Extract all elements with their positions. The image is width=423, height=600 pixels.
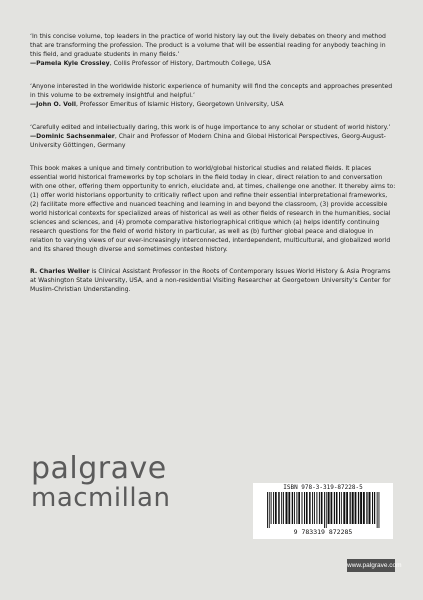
barcode-bar [288, 492, 290, 524]
barcode-bars [265, 492, 385, 528]
editor-bio [30, 267, 396, 294]
barcode-bar [377, 492, 378, 528]
barcode-bar [341, 492, 342, 524]
barcode-bar [336, 492, 338, 524]
barcode-bar [275, 492, 277, 524]
barcode-bar [312, 492, 313, 524]
endorsement-text: ‘In this concise volume, top leaders in the practice of world history lay out the lively debates on theory and method that are transforming the profession. The product is a volume that will be essential reading for anybody teaching in this field, and graduate students in many fields.’ [30, 33, 386, 58]
barcode-bar [374, 492, 375, 524]
barcode-bar [326, 492, 327, 528]
barcode-bar [372, 492, 373, 524]
barcode-bar [296, 492, 297, 524]
endorsement-attribution [30, 59, 396, 68]
barcode-bar [302, 492, 303, 524]
barcode-bar [369, 492, 371, 524]
editor-bio-text: is Clinical Assistant Professor in the Roots of Contemporary Issues World History & Asia Programs at Washington State University, USA, and a non-residential Visiting Researcher at Georgetown University’s Center for Muslim-Christian Understanding. [30, 268, 391, 293]
barcode-bar [283, 492, 284, 524]
endorsement-attribution [30, 132, 396, 150]
barcode-bar [328, 492, 330, 524]
barcode-bar [319, 492, 320, 524]
barcode-digits: 9 783319 872285 [293, 528, 353, 536]
barcode-bar [352, 492, 354, 524]
barcode-bar [304, 492, 305, 524]
endorsement-text: ‘Carefully edited and intellectually daring, this work is of huge importance to any scholar or student of world history.’ [30, 124, 391, 131]
logo-line-palgrave: palgrave [31, 451, 167, 486]
barcode-bar [379, 492, 380, 528]
barcode-bar [339, 492, 340, 524]
logo-line-macmillan: macmillan [31, 483, 171, 513]
barcode-bar [298, 492, 300, 524]
endorser-affiliation: , Collis Professor of History, Dartmouth College, USA [109, 60, 271, 67]
barcode-bar [346, 492, 348, 524]
barcode-bar [292, 492, 293, 524]
barcode-bar [363, 492, 365, 524]
barcode-bar [306, 492, 308, 524]
barcode-bar [360, 492, 362, 524]
barcode-bar [358, 492, 359, 524]
barcode-bar [316, 492, 317, 524]
barcode-bar [309, 492, 311, 524]
barcode-bar [343, 492, 345, 524]
barcode-bar [324, 492, 325, 528]
barcode-bar [269, 492, 270, 528]
barcode-bar [334, 492, 335, 524]
barcode-bar [271, 492, 272, 524]
endorsement-3 [30, 123, 396, 150]
barcode-bar [278, 492, 280, 524]
barcode-bar [281, 492, 282, 524]
book-description: This book makes a unique and timely contribution to world/global historical studies and related fields. It places essential world historical frameworks by top scholars in the field today in clear, direct relation to and conversation with one other, offering them opportunity to enrich, elucidate and, at times, challenge one another. It thereby aims to: (1) offer world historians opportunity to critically reflect upon and refine their essential interpretational frameworks, (2) facilitate more effective and nuanced teaching and learning in and beyond the classroom, (3) provide accessible world historical contexts for specialized areas of historical as well as other fields of research in the humanities, social sciences and sciences, and (4) promote comparative historiographical critique which (a) helps identify continuing research questions for the field of world history in particular, as well as (b) further global peace and dialogue in relation to varying views of our ever-increasingly interconnected, interdependent, multicultural, and globalized world and its shared though diverse and sometimes contested history. [30, 165, 396, 253]
barcode-bar [286, 492, 288, 524]
endorsement-text: ‘Anyone interested in the worldwide historic experience of humanity will find the concepts and approaches presented in this volume to be extremely insightful and helpful.’ [30, 83, 393, 99]
endorser-name: —John O. Voll [30, 101, 76, 108]
endorsement-1 [30, 32, 396, 68]
editor-name: R. Charles Weller [30, 268, 90, 275]
barcode-bar [267, 492, 268, 528]
barcode-bar [355, 492, 357, 524]
isbn-label: ISBN 978-3-319-87228-5 [283, 484, 363, 491]
endorsement-2 [30, 82, 396, 109]
barcode-bar [273, 492, 274, 524]
barcode-bar [294, 492, 295, 524]
endorser-affiliation: , Professor Emeritus of Islamic History, Georgetown University, USA [75, 101, 284, 108]
endorser-affiliation: , Chair and Professor of Modern China and Global Historical Perspectives, Georg-August-University Göttingen, Germany [30, 133, 386, 149]
back-cover-text [30, 32, 396, 307]
barcode-bar [321, 492, 323, 524]
publisher-logo [31, 451, 211, 513]
endorsement-attribution [30, 100, 396, 109]
endorser-name: —Dominic Sachsenmaier [30, 133, 115, 140]
endorser-name: —Pamela Kyle Crossley [30, 60, 110, 67]
publisher-url: www.palgrave.com [347, 559, 395, 572]
barcode-bar [350, 492, 351, 524]
barcode [253, 483, 393, 539]
barcode-bar [314, 492, 315, 524]
barcode-bar [366, 492, 367, 524]
barcode-bar [331, 492, 333, 524]
